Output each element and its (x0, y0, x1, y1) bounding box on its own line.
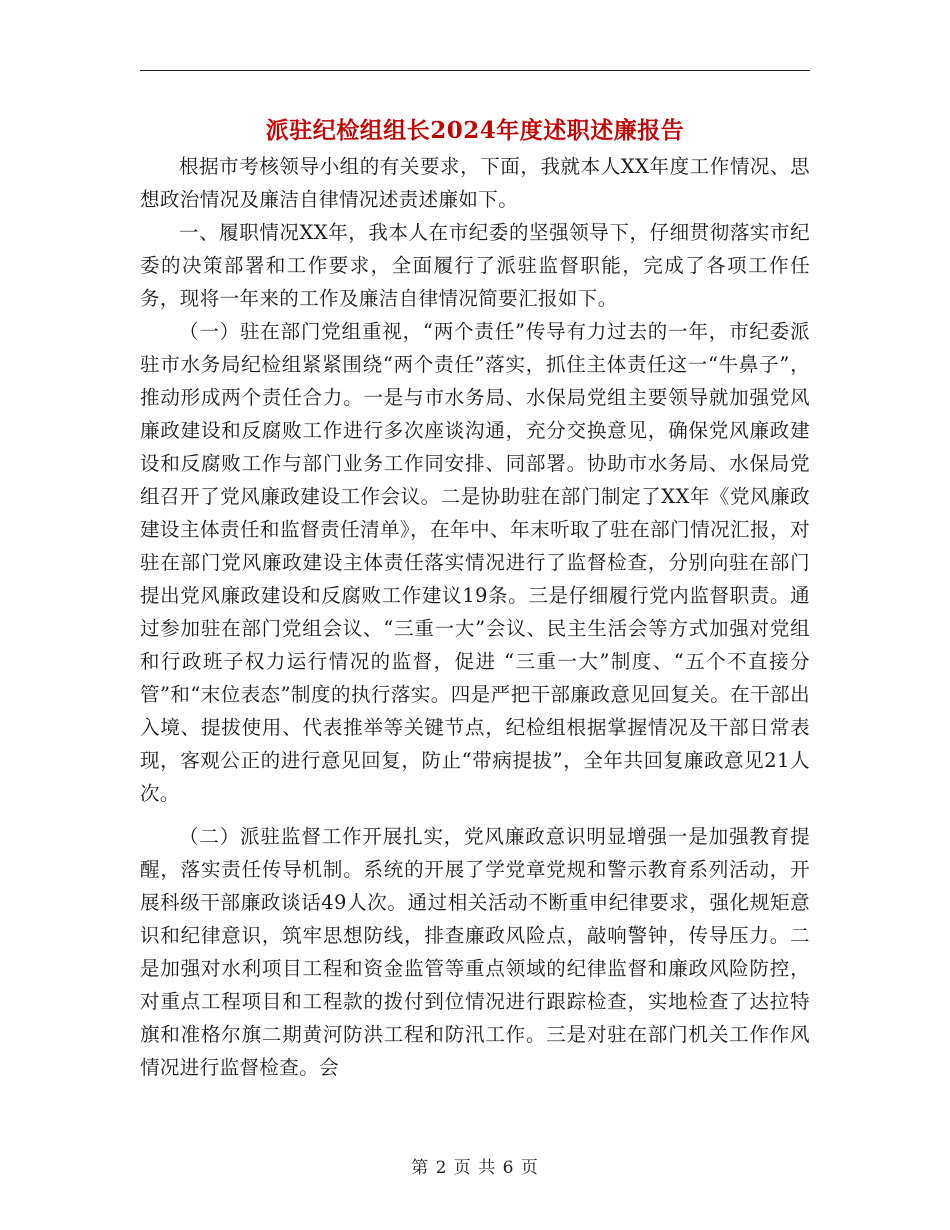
paragraph-section-1: 一、履职情况XX年，我本人在市纪委的坚强领导下，仔细贯彻落实市纪委的决策部署和工作要求，全面履行了派驻监督职能，完成了各项工作任务，现将一年来的工作及廉洁自律情况简要汇报如下。 (140, 221, 810, 310)
paragraph-subsection-1: （一）驻在部门党组重视，“两个责任”传导有力过去的一年，市纪委派驻市水务局纪检组紧紧围绕“两个责任”落实，抓住主体责任这一“牛鼻子”，推动形成两个责任合力。一是与市水务局、水保局党组主要领导就加强党风廉政建设和反腐败工作进行多次座谈沟通，充分交换意见，确保党风廉政建设和反腐败工作与部门业务工作同安排、同部署。协助市水务局、水保局党组召开了党风廉政建设工作会议。二是协助驻在部门制定了XX年《党风廉政建设主体责任和监督责任清单》，在年中、年末听取了驻在部门情况汇报，对驻在部门党风廉政建设主体责任落实情况进行了监督检查，分别向驻在部门提出党风廉政建设和反腐败工作建议19条。三是仔细履行党内监督职责。通过参加驻在部门党组会议、“三重一大”会议、民主生活会等方式加强对党组和行政班子权力运行情况的监督，促进 “三重一大”制度、“五个不直接分管”和“末位表态”制度的执行落实。四是严把干部廉政意见回复关。在干部出入境、提拔使用、代表推举等关键节点，纪检组根据掌握情况及干部日常表现，客观公正的进行意见回复，防止“带病提拔”，全年共回复廉政意见21人次。 (140, 320, 810, 805)
document-title: 派驻纪检组组长2024年度述职述廉报告 (265, 117, 685, 144)
document-body (140, 150, 810, 1084)
paragraph-intro: 根据市考核领导小组的有关要求，下面，我就本人XX年度工作情况、思想政治情况及廉洁自律情况述责述廉如下。 (140, 155, 810, 211)
header-rule (140, 70, 810, 71)
paragraph-subsection-2: （二）派驻监督工作开展扎实，党风廉政意识明显增强一是加强教育提醒，落实责任传导机制。系统的开展了学党章党规和警示教育系列活动，开展科级干部廉政谈话49人次。通过相关活动不断重申纪律要求，强化规矩意识和纪律意识，筑牢思想防线，排查廉政风险点，敲响警钟，传导压力。二是加强对水利项目工程和资金监管等重点领域的纪律监督和廉政风险防控，对重点工程项目和工程款的拨付到位情况进行跟踪检查，实地检查了达拉特旗和准格尔旗二期黄河防洪工程和防汛工作。三是对驻在部门机关工作作风情况进行监督检查。会 (140, 825, 810, 1079)
page-number-footer: 第 2 页 共 6 页 (411, 1158, 539, 1178)
